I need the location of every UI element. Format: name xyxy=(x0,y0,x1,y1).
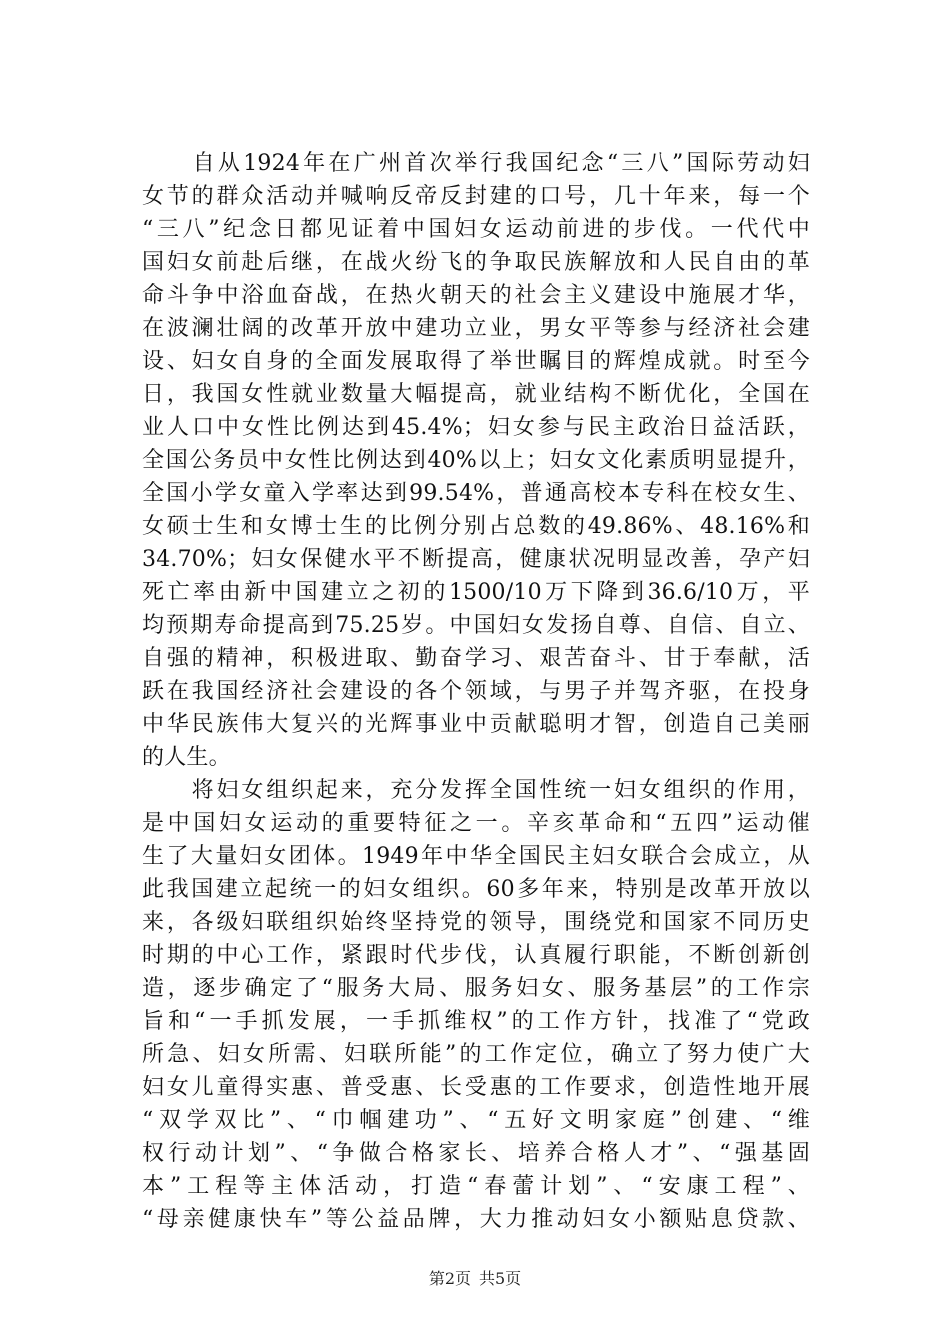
text-line: 跃在我国经济社会建设的各个领域，与男子并驾齐驱，在投身 xyxy=(142,679,810,704)
text-line: 日，我国女性就业数量大幅提高，就业结构不断优化，全国在 xyxy=(142,382,810,407)
text-line: 妇女儿童得实惠、普受惠、长受惠的工作要求，创造性地开展 xyxy=(142,1075,810,1100)
text-line: “母亲健康快车”等公益品牌，大力推动妇女小额贴息贷款、 xyxy=(142,1207,810,1232)
document-body xyxy=(142,147,810,1236)
text-line: 34.70%；妇女保健水平不断提高，健康状况明显改善，孕产妇 xyxy=(142,547,810,572)
text-line: 来，各级妇联组织始终坚持党的领导，围绕党和国家不同历史 xyxy=(142,910,810,935)
text-line: 此我国建立起统一的妇女组织。60多年来，特别是改革开放以 xyxy=(142,877,810,902)
text-line: 时期的中心工作，紧跟时代步伐，认真履行职能，不断创新创 xyxy=(142,943,810,968)
text-line: 全国公务员中女性比例达到40%以上；妇女文化素质明显提升， xyxy=(142,448,810,473)
text-line: 均预期寿命提高到75.25岁。中国妇女发扬自尊、自信、自立、 xyxy=(142,613,810,638)
text-line: 本”工程等主体活动，打造“春蕾计划”、“安康工程”、 xyxy=(142,1174,810,1199)
page-number: 第2页 xyxy=(428,1269,471,1288)
text-line: 全国小学女童入学率达到99.54%，普通高校本专科在校女生、 xyxy=(142,481,810,506)
text-line: 的人生。 xyxy=(142,745,231,770)
text-line: 生了大量妇女团体。1949年中华全国民主妇女联合会成立，从 xyxy=(142,844,810,869)
text-line: 中华民族伟大复兴的光辉事业中贡献聪明才智，创造自己美丽 xyxy=(142,712,810,737)
text-line: 自强的精神，积极进取、勤奋学习、艰苦奋斗、甘于奉献，活 xyxy=(142,646,810,671)
text-line: 业人口中女性比例达到45.4%；妇女参与民主政治日益活跃， xyxy=(142,415,810,440)
text-line: 所急、妇女所需、妇联所能”的工作定位，确立了努力使广大 xyxy=(142,1042,810,1067)
page-footer xyxy=(0,1268,950,1290)
text-line: 命斗争中浴血奋战，在热火朝天的社会主义建设中施展才华， xyxy=(142,283,810,308)
text-line: “双学双比”、“巾帼建功”、“五好文明家庭”创建、“维 xyxy=(142,1108,810,1133)
text-line: 女节的群众活动并喊响反帝反封建的口号，几十年来，每一个 xyxy=(142,184,810,209)
paragraph-1 xyxy=(142,147,810,774)
text-line: 是中国妇女运动的重要特征之一。辛亥革命和“五四”运动催 xyxy=(142,811,810,836)
text-line: 将妇女组织起来，充分发挥全国性统一妇女组织的作用， xyxy=(142,778,810,803)
text-line: 死亡率由新中国建立之初的1500/10万下降到36.6/10万，平 xyxy=(142,580,810,605)
text-line: 旨和“一手抓发展，一手抓维权”的工作方针，找准了“党政 xyxy=(142,1009,810,1034)
text-line: 自从1924年在广州首次举行我国纪念“三八”国际劳动妇 xyxy=(142,151,810,176)
text-line: 在波澜壮阔的改革开放中建功立业，男女平等参与经济社会建 xyxy=(142,316,810,341)
text-line: “三八”纪念日都见证着中国妇女运动前进的步伐。一代代中 xyxy=(142,217,810,242)
paragraph-2 xyxy=(142,774,810,1236)
text-line: 国妇女前赴后继，在战火纷飞的争取民族解放和人民自由的革 xyxy=(142,250,810,275)
text-line: 设、妇女自身的全面发展取得了举世瞩目的辉煌成就。时至今 xyxy=(142,349,810,374)
text-line: 权行动计划”、“争做合格家长、培养合格人才”、“强基固 xyxy=(142,1141,810,1166)
text-line: 女硕士生和女博士生的比例分别占总数的49.86%、48.16%和 xyxy=(142,514,810,539)
text-line: 造，逐步确定了“服务大局、服务妇女、服务基层”的工作宗 xyxy=(142,976,810,1001)
page-total: 共5页 xyxy=(479,1269,522,1288)
